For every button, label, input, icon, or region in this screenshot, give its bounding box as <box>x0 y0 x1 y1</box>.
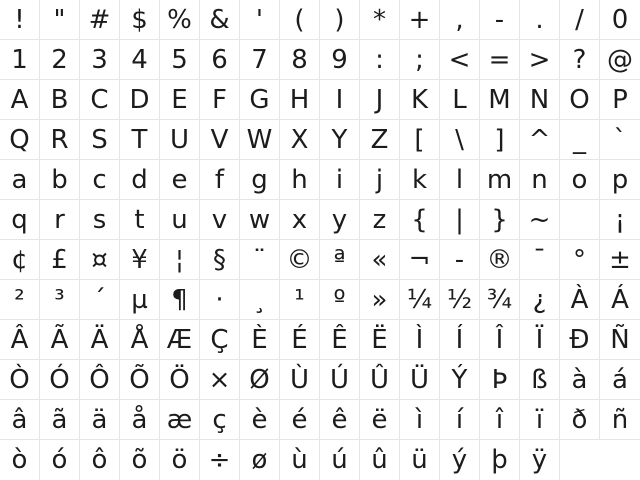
glyph-cell: g <box>240 160 280 200</box>
glyph-cell: ü <box>400 440 440 480</box>
glyph-cell: ¥ <box>120 240 160 280</box>
glyph-cell: a <box>0 160 40 200</box>
glyph-cell: ¯ <box>520 240 560 280</box>
glyph-cell: ¢ <box>0 240 40 280</box>
glyph-cell: è <box>240 400 280 440</box>
glyph-cell: Å <box>120 320 160 360</box>
glyph-cell: Ã <box>40 320 80 360</box>
glyph-cell: © <box>280 240 320 280</box>
glyph-cell: ì <box>400 400 440 440</box>
glyph-cell: C <box>80 80 120 120</box>
glyph-cell: È <box>240 320 280 360</box>
glyph-cell: j <box>360 160 400 200</box>
glyph-cell: ª <box>320 240 360 280</box>
glyph-cell: ¡ <box>600 200 640 240</box>
glyph-cell: R <box>40 120 80 160</box>
glyph-cell: 4 <box>120 40 160 80</box>
glyph-cell: D <box>120 80 160 120</box>
empty-cell <box>600 440 640 480</box>
glyph-cell: ´ <box>80 280 120 320</box>
glyph-cell: B <box>40 80 80 120</box>
glyph-cell: { <box>400 200 440 240</box>
glyph-cell: J <box>360 80 400 120</box>
glyph-cell: ² <box>0 280 40 320</box>
glyph-cell: w <box>240 200 280 240</box>
glyph-cell: 8 <box>280 40 320 80</box>
glyph-cell: ý <box>440 440 480 480</box>
glyph-cell: ¹ <box>280 280 320 320</box>
glyph-cell: - <box>480 0 520 40</box>
glyph-cell: þ <box>480 440 520 480</box>
glyph-cell: M <box>480 80 520 120</box>
glyph-cell: ä <box>80 400 120 440</box>
glyph-cell: o <box>560 160 600 200</box>
glyph-cell: à <box>560 360 600 400</box>
glyph-cell: V <box>200 120 240 160</box>
glyph-cell: S <box>80 120 120 160</box>
glyph-cell: Õ <box>120 360 160 400</box>
glyph-cell: í <box>440 400 480 440</box>
empty-cell <box>560 200 600 240</box>
glyph-cell: = <box>480 40 520 80</box>
glyph-cell: d <box>120 160 160 200</box>
glyph-cell: Û <box>360 360 400 400</box>
glyph-cell: Ö <box>160 360 200 400</box>
glyph-cell: ¶ <box>160 280 200 320</box>
glyph-cell: q <box>0 200 40 240</box>
glyph-cell: ë <box>360 400 400 440</box>
glyph-cell: r <box>40 200 80 240</box>
glyph-cell: ¼ <box>400 280 440 320</box>
glyph-cell: µ <box>120 280 160 320</box>
glyph-cell: ¤ <box>80 240 120 280</box>
glyph-cell: ½ <box>440 280 480 320</box>
glyph-cell: - <box>440 240 480 280</box>
empty-cell <box>560 440 600 480</box>
glyph-cell: Î <box>480 320 520 360</box>
glyph-cell: ! <box>0 0 40 40</box>
glyph-cell: Æ <box>160 320 200 360</box>
glyph-cell: | <box>440 200 480 240</box>
glyph-cell: ' <box>240 0 280 40</box>
glyph-cell: 9 <box>320 40 360 80</box>
glyph-cell: K <box>400 80 440 120</box>
glyph-cell: Ó <box>40 360 80 400</box>
glyph-cell: P <box>600 80 640 120</box>
glyph-cell: ê <box>320 400 360 440</box>
glyph-cell: \ <box>440 120 480 160</box>
glyph-cell: ÿ <box>520 440 560 480</box>
glyph-cell: ö <box>160 440 200 480</box>
glyph-cell: _ <box>560 120 600 160</box>
glyph-cell: ¨ <box>240 240 280 280</box>
glyph-cell: ) <box>320 0 360 40</box>
glyph-cell: Ý <box>440 360 480 400</box>
glyph-cell: Ò <box>0 360 40 400</box>
glyph-cell: Ç <box>200 320 240 360</box>
glyph-cell: # <box>80 0 120 40</box>
glyph-cell: } <box>480 200 520 240</box>
glyph-cell: ° <box>560 240 600 280</box>
glyph-cell: ô <box>80 440 120 480</box>
glyph-cell: ¬ <box>400 240 440 280</box>
glyph-cell: W <box>240 120 280 160</box>
glyph-cell: > <box>520 40 560 80</box>
glyph-cell: ñ <box>600 400 640 440</box>
glyph-cell: A <box>0 80 40 120</box>
glyph-cell: n <box>520 160 560 200</box>
glyph-cell: z <box>360 200 400 240</box>
glyph-cell: N <box>520 80 560 120</box>
glyph-cell: Ê <box>320 320 360 360</box>
glyph-cell: G <box>240 80 280 120</box>
glyph-cell: À <box>560 280 600 320</box>
glyph-cell: c <box>80 160 120 200</box>
glyph-cell: Ø <box>240 360 280 400</box>
glyph-cell: x <box>280 200 320 240</box>
glyph-cell: ¿ <box>520 280 560 320</box>
glyph-cell: H <box>280 80 320 120</box>
glyph-cell: . <box>520 0 560 40</box>
glyph-cell: E <box>160 80 200 120</box>
glyph-cell: ® <box>480 240 520 280</box>
glyph-cell: ç <box>200 400 240 440</box>
glyph-cell: å <box>120 400 160 440</box>
glyph-cell: h <box>280 160 320 200</box>
glyph-cell: U <box>160 120 200 160</box>
glyph-cell: m <box>480 160 520 200</box>
glyph-cell: Á <box>600 280 640 320</box>
glyph-cell: , <box>440 0 480 40</box>
glyph-cell: Ë <box>360 320 400 360</box>
glyph-cell: e <box>160 160 200 200</box>
glyph-cell: / <box>560 0 600 40</box>
glyph-cell: 5 <box>160 40 200 80</box>
glyph-cell: t <box>120 200 160 240</box>
glyph-cell: û <box>360 440 400 480</box>
glyph-cell: ÷ <box>200 440 240 480</box>
glyph-cell: ] <box>480 120 520 160</box>
glyph-cell: @ <box>600 40 640 80</box>
glyph-cell: ù <box>280 440 320 480</box>
glyph-cell: Ä <box>80 320 120 360</box>
glyph-cell: ~ <box>520 200 560 240</box>
glyph-cell: 2 <box>40 40 80 80</box>
glyph-cell: ( <box>280 0 320 40</box>
glyph-cell: » <box>360 280 400 320</box>
glyph-cell: Ú <box>320 360 360 400</box>
glyph-cell: X <box>280 120 320 160</box>
glyph-cell: Þ <box>480 360 520 400</box>
glyph-cell: * <box>360 0 400 40</box>
glyph-cell: % <box>160 0 200 40</box>
glyph-cell: · <box>200 280 240 320</box>
glyph-cell: [ <box>400 120 440 160</box>
glyph-cell: ` <box>600 120 640 160</box>
glyph-cell: Y <box>320 120 360 160</box>
glyph-cell: £ <box>40 240 80 280</box>
glyph-cell: ß <box>520 360 560 400</box>
glyph-cell: p <box>600 160 640 200</box>
glyph-cell: 0 <box>600 0 640 40</box>
glyph-cell: < <box>440 40 480 80</box>
glyph-cell: Q <box>0 120 40 160</box>
glyph-cell: y <box>320 200 360 240</box>
glyph-cell: b <box>40 160 80 200</box>
glyph-cell: k <box>400 160 440 200</box>
glyph-cell: ò <box>0 440 40 480</box>
glyph-cell: $ <box>120 0 160 40</box>
glyph-cell: ó <box>40 440 80 480</box>
glyph-cell: L <box>440 80 480 120</box>
glyph-cell: Ï <box>520 320 560 360</box>
glyph-cell: ú <box>320 440 360 480</box>
glyph-cell: u <box>160 200 200 240</box>
glyph-cell: ± <box>600 240 640 280</box>
glyph-cell: ¾ <box>480 280 520 320</box>
glyph-cell: T <box>120 120 160 160</box>
glyph-cell: ³ <box>40 280 80 320</box>
glyph-cell: s <box>80 200 120 240</box>
glyph-cell: Í <box>440 320 480 360</box>
glyph-cell: 7 <box>240 40 280 80</box>
glyph-cell: Ü <box>400 360 440 400</box>
glyph-cell: î <box>480 400 520 440</box>
glyph-cell: º <box>320 280 360 320</box>
glyph-cell: ; <box>400 40 440 80</box>
glyph-cell: ï <box>520 400 560 440</box>
glyph-cell: § <box>200 240 240 280</box>
glyph-cell: F <box>200 80 240 120</box>
glyph-cell: l <box>440 160 480 200</box>
glyph-cell: ã <box>40 400 80 440</box>
glyph-cell: ^ <box>520 120 560 160</box>
glyph-cell: É <box>280 320 320 360</box>
glyph-cell: Ñ <box>600 320 640 360</box>
glyph-cell: Ô <box>80 360 120 400</box>
glyph-cell: Ù <box>280 360 320 400</box>
glyph-cell: ð <box>560 400 600 440</box>
glyph-cell: Ì <box>400 320 440 360</box>
glyph-cell: õ <box>120 440 160 480</box>
glyph-cell: i <box>320 160 360 200</box>
glyph-cell: 1 <box>0 40 40 80</box>
glyph-cell: ? <box>560 40 600 80</box>
glyph-cell: O <box>560 80 600 120</box>
glyph-cell: â <box>0 400 40 440</box>
glyph-cell: " <box>40 0 80 40</box>
glyph-cell: é <box>280 400 320 440</box>
glyph-cell: + <box>400 0 440 40</box>
glyph-cell: « <box>360 240 400 280</box>
glyph-cell: ¦ <box>160 240 200 280</box>
glyph-cell: & <box>200 0 240 40</box>
glyph-cell: 6 <box>200 40 240 80</box>
glyph-cell: f <box>200 160 240 200</box>
glyph-cell: Ð <box>560 320 600 360</box>
glyph-cell: æ <box>160 400 200 440</box>
glyph-cell: × <box>200 360 240 400</box>
glyph-cell: I <box>320 80 360 120</box>
glyph-cell: ¸ <box>240 280 280 320</box>
glyph-cell: Z <box>360 120 400 160</box>
glyph-cell: v <box>200 200 240 240</box>
glyph-cell: Â <box>0 320 40 360</box>
glyph-cell: á <box>600 360 640 400</box>
glyph-cell: 3 <box>80 40 120 80</box>
glyph-cell: ø <box>240 440 280 480</box>
glyph-cell: : <box>360 40 400 80</box>
